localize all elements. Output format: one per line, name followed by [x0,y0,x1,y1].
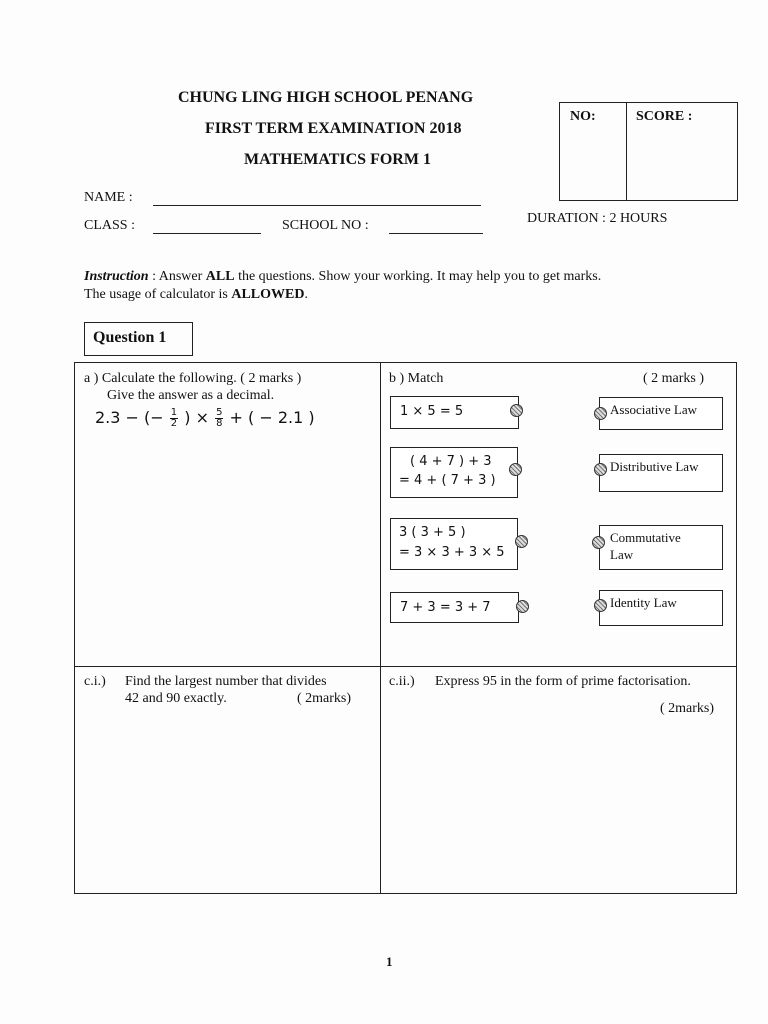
exam-title: FIRST TERM EXAMINATION 2018 [205,120,462,137]
part-cii-label: c.ii.) [389,674,415,689]
expression-2-line1: ( 4 + 7 ) + 3 [410,454,492,469]
expression-box-2 [390,447,518,498]
part-a-expression [95,405,315,431]
law-distributive: Distributive Law [610,459,699,474]
fraction-one-half: $\frac{1}{2}$ [170,407,178,429]
page-number: 1 [386,954,393,969]
part-cii-answer-area[interactable] [385,723,730,883]
class-line[interactable] [153,233,261,234]
name-label: NAME : [84,190,133,205]
law-commutative-line1: Commutative [610,530,681,545]
law-box-distributive [599,454,723,492]
match-dot-expression-1[interactable] [510,404,523,417]
law-associative: Associative Law [610,402,698,417]
match-dot-expression-3[interactable] [515,535,528,548]
match-dot-law-2[interactable] [594,463,607,476]
match-dot-law-4[interactable] [594,599,607,612]
match-dot-law-1[interactable] [594,407,607,420]
instruction-line2: The usage of calculator is ALLOWED. [84,287,308,302]
match-dot-law-3[interactable] [592,536,605,549]
question-grid [74,362,737,894]
school-no-line[interactable] [389,233,483,234]
expression-2-line2: = 4 + ( 7 + 3 ) [399,473,496,488]
instruction-line1 [84,269,601,285]
expression-1: 1 × 5 = 5 [400,404,464,419]
instruction-text: : Answer ALL the questions. Show your working. It may help you to get marks. [148,269,602,284]
law-identity: Identity Law [610,595,677,610]
law-commutative-line2: Law [610,547,634,562]
grid-horizontal-divider [75,666,736,667]
part-ci-label: c.i.) [84,674,106,689]
expression-box-3 [390,518,518,570]
expression-box-4 [390,592,519,623]
question-title: Question 1 [93,329,167,346]
score-label: SCORE : [636,109,693,124]
part-ci-line1: Find the largest number that divides [125,674,327,689]
school-no-label: SCHOOL NO : [282,218,369,233]
part-ci-marks: ( 2marks) [297,691,352,706]
part-ci-answer-area[interactable] [80,713,375,883]
expr-start: 2.3 − (− [95,408,164,427]
expr-mid: ) × [184,408,209,427]
instruction-label: Instruction [84,269,149,284]
part-cii-line1: Express 95 in the form of prime factorisation. [435,674,691,689]
expression-box-1 [390,396,519,429]
question-title-box [84,322,193,356]
part-a-label: a ) Calculate the following. ( 2 marks ) [84,371,302,386]
law-box-associative [599,397,723,430]
class-label: CLASS : [84,218,135,233]
expression-3-line1: 3 ( 3 + 5 ) [399,525,466,540]
expr-end: + ( − 2.1 ) [229,408,315,427]
law-box-commutative [599,525,723,570]
part-b-label: b ) Match [389,371,444,386]
part-cii-marks: ( 2marks) [660,701,715,716]
part-ci-line2: 42 and 90 exactly. [125,691,227,706]
law-box-identity [599,590,723,626]
duration: DURATION : 2 HOURS [527,211,668,226]
no-label: NO: [570,109,596,124]
score-box-divider [626,103,627,200]
score-box [559,102,738,201]
match-dot-expression-2[interactable] [509,463,522,476]
fraction-five-eighths: $\frac{5}{8}$ [216,407,223,429]
name-line[interactable] [153,205,481,206]
part-b-marks: ( 2 marks ) [643,371,705,386]
match-dot-expression-4[interactable] [516,600,529,613]
expression-4: 7 + 3 = 3 + 7 [400,600,491,615]
part-a-answer-area[interactable] [80,438,375,658]
expression-3-line2: = 3 × 3 + 3 × 5 [399,545,505,560]
subject-title: MATHEMATICS FORM 1 [244,151,431,168]
school-title: CHUNG LING HIGH SCHOOL PENANG [178,89,474,106]
part-a-instruction: Give the answer as a decimal. [107,388,275,403]
grid-vertical-divider [380,363,381,893]
